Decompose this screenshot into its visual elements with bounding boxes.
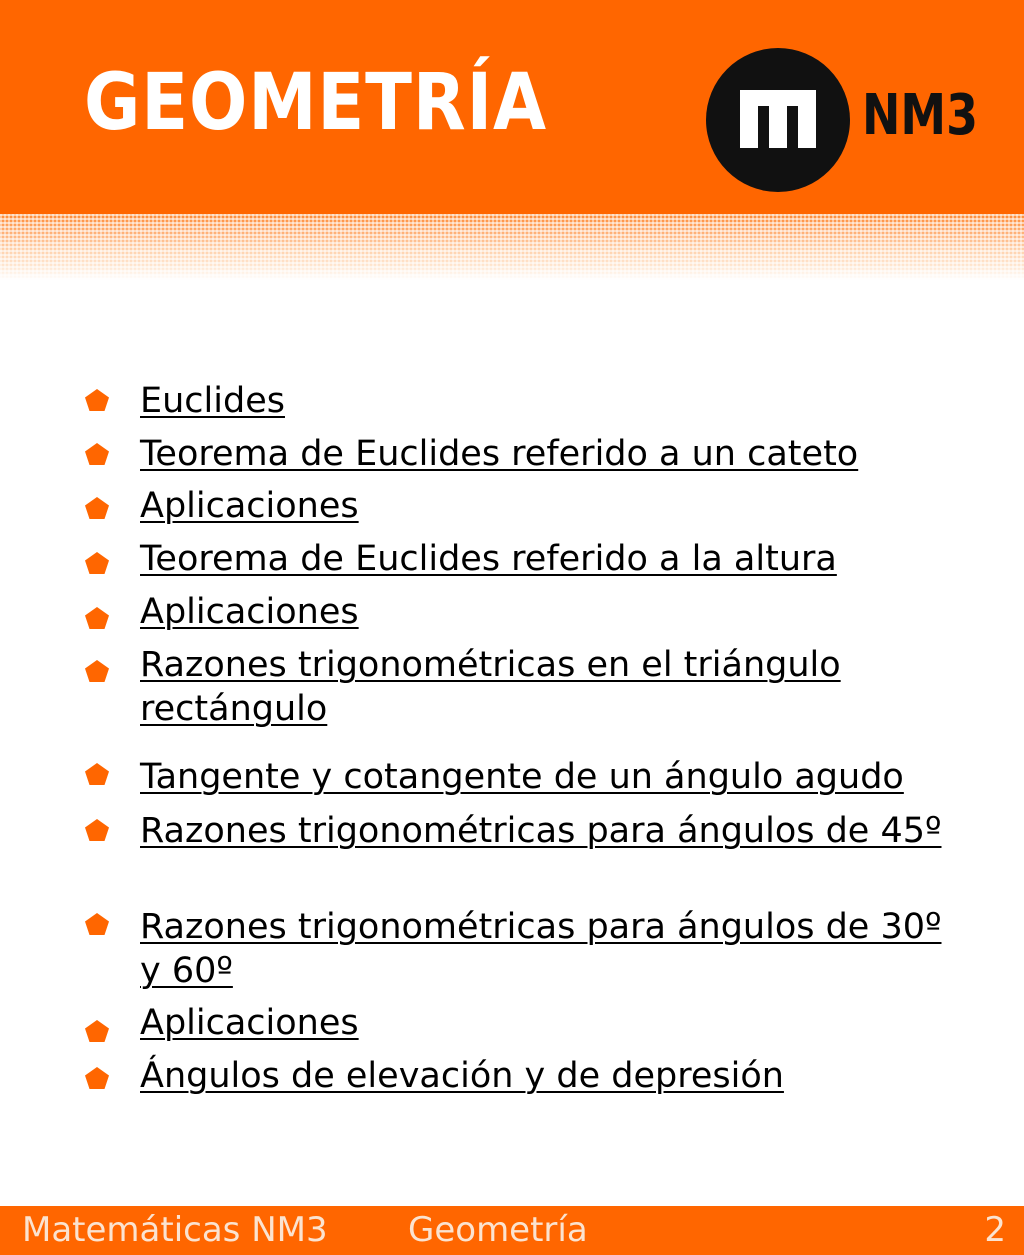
topic-link-tangente-cotangente[interactable]: Tangente y cotangente de un ángulo agudo (140, 757, 904, 797)
pentagon-bullet-icon (84, 606, 110, 630)
footer-subject: Matemáticas NM3 (22, 1210, 328, 1250)
topic-link-razones-45[interactable]: Razones trigonométricas para ángulos de 45º (140, 811, 942, 851)
page-title: GEOMETRÍA (84, 58, 548, 148)
topic-link-angulos-elevacion[interactable]: Ángulos de elevación y de depresión (140, 1056, 784, 1096)
topic-link-aplicaciones-2[interactable]: Aplicaciones (140, 592, 359, 632)
topic-link-razones-triangulo[interactable]: Razones trigonométricas en el triángulo rectángulo (140, 645, 841, 729)
level-label: NM3 (862, 83, 979, 148)
footer-bar (0, 1206, 1024, 1255)
pentagon-bullet-icon (84, 762, 110, 786)
pentagon-bullet-icon (84, 1019, 110, 1043)
m-logo-icon (706, 48, 850, 192)
topic-link-euclides-altura[interactable]: Teorema de Euclides referido a la altura (140, 539, 837, 579)
pentagon-bullet-icon (84, 551, 110, 575)
topic-link-euclides[interactable]: Euclides (140, 381, 285, 421)
pentagon-bullet-icon (84, 912, 110, 936)
pentagon-bullet-icon (84, 388, 110, 412)
pentagon-bullet-icon (84, 659, 110, 683)
pentagon-bullet-icon (84, 496, 110, 520)
header-banner (0, 0, 1024, 214)
header-dither-band (0, 214, 1024, 280)
topic-link-euclides-cateto[interactable]: Teorema de Euclides referido a un cateto (140, 434, 859, 474)
topic-link-razones-30-60[interactable]: Razones trigonométricas para ángulos de 30º y 60º (140, 907, 942, 991)
topic-link-aplicaciones-1[interactable]: Aplicaciones (140, 486, 359, 526)
footer-topic: Geometría (408, 1210, 588, 1250)
pentagon-bullet-icon (84, 1066, 110, 1090)
pentagon-bullet-icon (84, 442, 110, 466)
topic-link-aplicaciones-3[interactable]: Aplicaciones (140, 1003, 359, 1043)
pentagon-bullet-icon (84, 818, 110, 842)
page-number: 2 (984, 1210, 1006, 1250)
